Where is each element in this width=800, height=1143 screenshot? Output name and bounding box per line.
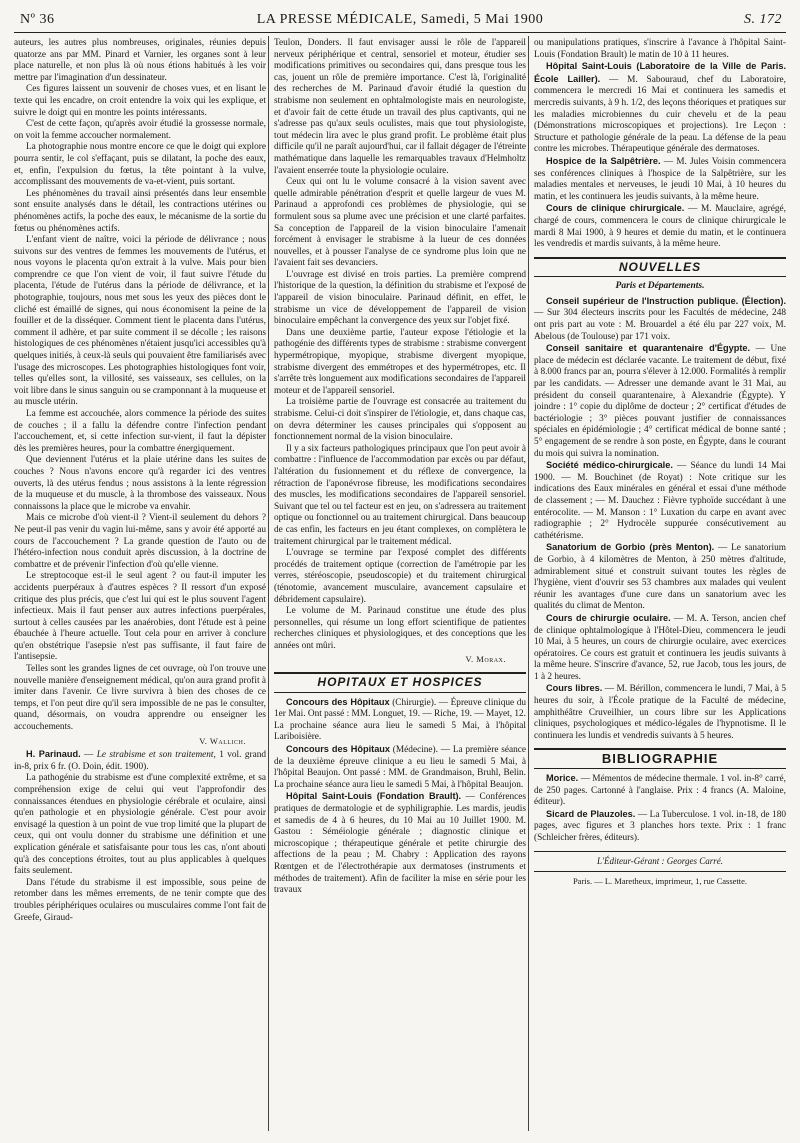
review-citation: H. Parinaud. — Le strabisme et son traitement, 1 vol. grand in-8, prix 6 fr. (O. Doin, édit. 1900).	[14, 749, 266, 772]
paragraph: Telles sont les grandes lignes de cet ouvrage, où l'on trouve une nouvelle manière d'enseignement médical, qu'on aura grand profit à imiter dans l'avenir. Ce livre survivra à bien des choses de ce temps, et l'on peut dire qu'il sera impossible de ne pas le consulter, quand, désormais, on voudra apprendre ou enseigner les accouchements.	[14, 664, 266, 733]
biblio-item: Morice. — Mémentos de médecine thermale. 1 vol. in-8° carré, de 250 pages. Cartonné à l'anglaise. Prix : 4 francs (A. Maloine, éditeur).	[534, 773, 786, 808]
issue-number: Nº 36	[20, 12, 55, 27]
entry: Hospice de la Salpêtrière. — M. Jules Voisin commencera ses conférences cliniques à l'hospice de la Salpêtrière, sur les maladies mentales et nerveuses, le jeudi 10 Mai, à 10 heures du matin, et les continuera les jeudis suivants, à la même heure.	[534, 155, 786, 202]
printer-line: Paris. — L. Maretheux, imprimeur, 1, rue Cassette.	[534, 871, 786, 888]
section-title-bibliographie: BIBLIOGRAPHIE	[534, 748, 786, 769]
paragraph: C'est de cette façon, qu'après avoir étudié la grossesse normale, on voit la femme accoucher normalement.	[14, 119, 266, 141]
review-publication: 1 vol. grand in-8, prix 6 fr. (O. Doin, édit. 1900).	[14, 750, 266, 772]
entry: Hôpital Saint-Louis (Laboratoire de la Ville de Paris. École Lailler). — M. Sabouraud, chef du Laboratoire, commencera le mercredi 16 Mai et continuera les samedis et mercredis suivants, à 9 h. 1/2, des leçons théoriques et pratiques sur les maladies microbiennes du cuir chevelu et de la peau (Démonstrations microscopiques et projections). 1re Leçon : Structure et pathologie générale de la peau. La défense de la peau contre les microbes. Thérapeutique générale des dermatoses.	[534, 61, 786, 155]
paragraph: Le streptocoque est-il le seul agent ? ou faut-il imputer les accidents puerpéraux à d'autres espèces ? Il ressort d'un exposé critique des plus précis, que c'est lui qui est le plus souvent l'agent infectieux. Mais il faut penser aux autres infections puerpérales, surtout à celles causées par les anaérobies, dont l'étude est à peine ébauchée à l'heure actuelle. Tout cela pour en arriver à conclure qu'en obstétrique l'asepsie n'est pas suffisante, il faut faire de l'antisepsie.	[14, 571, 266, 663]
entry-head: Concours des Hôpitaux	[286, 744, 391, 755]
entry-head: Hôpital Saint-Louis (Laboratoire de la Ville de Paris. École Lailler).	[534, 61, 786, 84]
news-item: Sanatorium de Gorbio (près Menton). — Le sanatorium de Gorbio, à 4 kilomètres de Menton, à 250 mètres d'altitude, admirablement situé et construit suivant toutes les règles de l'hygiène, vient d'ouvrir ses 53 chambres aux malades qui veulent réunir les avantages d'une cure dans un sanatorium avec les qualités du climat de Menton.	[534, 542, 786, 612]
news-item: Cours de chirurgie oculaire. — M. A. Terson, ancien chef de clinique ophtalmologique à l'Hôtel-Dieu, commencera le jeudi 10 Mai, à 5 heures, un cours de chirurgie oculaire, avec exercices opératoires. Ce cours est gratuit et continuera les jeudis suivants à la même heure. S'inscrire d'avance, 52, rue Jacob, tous les jours, de 1 à 2 heures.	[534, 612, 786, 682]
column-divider-1	[268, 36, 269, 1131]
entry: Concours des Hôpitaux (Médecine). — La première séance de la deuxième épreuve clinique a eu lieu le samedi 5 Mai, à l'hôpital Beaujon. Ont passé : MM. de Grandmaison, Bruhl, Belin. La prochaine séance aura lieu le samedi 5 Mai, à l'hôpital Beaujon.	[274, 744, 526, 790]
review-author: H. Parinaud.	[26, 749, 81, 760]
section-title-nouvelles: NOUVELLES	[534, 257, 786, 278]
page-number: S. 172	[744, 12, 782, 27]
biblio-item: Sicard de Plauzoles. — La Tuberculose. 1 vol. in-18, de 180 pages, avec figures et 3 planches hors texte. Prix : 1 franc (Schleicher frères, éditeurs).	[534, 808, 786, 843]
header-rule	[14, 32, 786, 33]
paragraph: Les phénomènes du travail ainsi présentés dans leur ensemble sont ensuite analysés dans le détail, les contractions utérines ou phénomènes actifs, la poche des eaux, le mécanisme de la sortie du fœtus ou phénomènes actifs.	[14, 188, 266, 234]
signature-morax: V. Morax.	[465, 654, 506, 665]
paragraph: Que deviennent l'utérus et la plaie utérine dans les suites de couches ? Nous n'avons encore qu'à regarder ici des ventres ouverts, là des utérus fendus ; nous assistons à la lente régression de la muqueuse et du muscle, à la thrombose des vaisseaux. Nous connaissons la place que le microbe va envahir.	[14, 455, 266, 512]
paragraph: Ceux qui ont lu le volume consacré à la vision savent avec quelle admirable pénétration d'esprit et quelle largeur de vues M. Parinaud a approfondi ces problèmes de physiologie, qui se formulent sous sa plume avec une précision et une clarté parfaites. Sa conception de l'appareil de la vision binoculaire l'amenait forcément à envisager le strabisme à la lueur de ces données nouvelles, et à pousser l'analyse de ce syndrome plus loin que ne l'avaient fait ses devanciers.	[274, 177, 526, 269]
paragraph: La femme est accouchée, alors commence la période des suites de couches ; il a fallu la défendre contre l'infection pendant l'accouchement, et, si cette infection sur-vient, il faut la dépister dès les premières heures, pour la combattre énergiquement.	[14, 409, 266, 454]
paragraph: Il y a six facteurs pathologiques principaux que l'on peut avoir à combattre : l'influence de l'accommodation par excès ou par défaut, l'altération du fusionnement et du réflexe de convergence, la rétraction de l'aponévrose fibreuse, les modifications secondaires des muscles, les modifications secondaires de l'appareil sensoriel. Suivant que tel ou tel facteur est en jeu, on s'adressera au traitement optique ou fonctionnel ou au traitement chirurgical. Dans beaucoup de cas enfin, les facteurs en jeu étant complexes, on complètera le traitement chirurgical par le traitement médical.	[274, 443, 526, 547]
paragraph: La pathogénie du strabisme est d'une complexité extrême, et sa compréhension exige de celui qui veut l'approfondir des connaissances étendues en physiologie cérébrale et oculaire, ainsi qu'en pathologie et en physiologie générale. C'est pour avoir envisagé la question à un point de vue trop limité que la plupart de ceux, qui ont voulu donner du strabisme une définition et une explication générale et satisfaisante pour tous les cas, n'ont abouti qu'à des conceptions étroites, tout au plus applicables à quelques faits seulement.	[14, 773, 266, 877]
entry-head: Hôpital Saint-Louis (Fondation Brault).	[286, 791, 462, 802]
news-item: Cours libres. — M. Bérillon, commencera le lundi, 7 Mai, à 5 heures du soir, à l'École pratique de la Faculté de médecine, amphithéâtre Cruveilhier, un cours libre sur les Applications cliniques, psychologiques et médico-légales de l'hypnotisme. Il le continuera les lundis et vendredis suivants à 5 heures.	[534, 683, 786, 741]
news-item: Conseil supérieur de l'Instruction publique. (Élection). — Sur 304 électeurs inscrits pour les Facultés de médecine, 248 ont pris part au vote : M. Brouardel a été élu par 227 voix, M. Abelous (de Toulouse) par 171 voix.	[534, 295, 786, 342]
subsection-title: Paris et Départements.	[615, 281, 705, 292]
paragraph: L'enfant vient de naître, voici la période de délivrance ; nous suivons sur des ventres de femmes les mouvements de l'utérus, et nous voyons le placenta qu'on extrait à la vulve. Mais pour bien comprendre ce que l'on vient de voir, il faut suivre l'étude du placenta, l'étude de l'utérus dans la période de délivrance, et la photographie, toujours, nous met sous les yeux des pièces dont le cliché est émaillé de signes, qui nous économisent la peine de la fouiller et de la disséquer. Comment tient le placenta dans l'utérus, comment il adhère, et par suite comment il se décolle ; les raisons histologiques de ces phénomènes n'étaient jusqu'ici accessibles qu'à quelques initiés, à ceux-là seuls qui pouvaient être familiarisés avec l'usage des microscopes. Les photographies histologiques font voir, telles qu'elles sont, la villosité, ses vaisseaux, ses cellules, on la voit libre dans le sinus sanguin ou se cramponnant à la muqueuse et au muscle utérin.	[14, 235, 266, 408]
entry: Cours de clinique chirurgicale. — M. Mauclaire, agrégé, chargé de cours, commencera le cours de clinique chirurgicale le mardi 8 Mai 1900, à 9 heures et demie du matin, et le continuera les vendredis et mardis suivants, à la même heure.	[534, 203, 786, 250]
paragraph: La photographie nous montre encore ce que le doigt qui explore pourra sentir, le col s'effaçant, puis se dilatant, la poche des eaux, et, enfin, l'expulsion du fœtus, la tête pointant à la vulve, accomplissant des mouvements de va-et-vient, puis sortant.	[14, 142, 266, 188]
news-item: Conseil sanitaire et quarantenaire d'Égypte. — Une place de médecin est déclarée vacante. Le traitement de début, fixé à 8.000 francs par an, pourra s'élever à 12.000. Formalités à remplir par les candidats. — Adresser une demande avant le 31 Mai, au président du conseil quarantenaire, à Alexandrie (Égypte). Y joindre : 1° copie du diplôme de docteur ; 2° certificat d'études de bactériologie ; 3° pièces pouvant justifier de connaissances spéciales en épidémiologie ; 4° certificat médical de bonne santé ; 5° engagement de se rendre à son poste, en Égypte, dans le courant du mois qui suivra la nomination.	[534, 343, 786, 459]
column-1	[14, 38, 266, 1128]
paragraph: auteurs, les autres plus nombreuses, originales, réunies depuis quatorze ans par MM. Pinard et Varnier, les organes sont à leur place naturelle, et non plus là où nous étions habitués à les voir mettre par l'imagination d'un dessinateur.	[14, 38, 266, 83]
review-title: Le strabisme et son traitement,	[96, 750, 216, 761]
column-2	[274, 38, 526, 1128]
paragraph: Le volume de M. Parinaud constitue une étude des plus personnelles, qui résume un long effort scientifique de patientes recherches cliniques et physiologiques, et des conceptions que les années ont mûri.	[274, 606, 526, 651]
column-3	[534, 38, 786, 1128]
paragraph: Dans l'étude du strabisme il est impossible, sous peine de retomber dans les mêmes errements, de ne tenir compte que des troubles périphériques oculaires ou musculaires comme l'ont fait de Greefe, Giraud-	[14, 877, 266, 923]
page-header	[14, 12, 786, 30]
paragraph: Ces figures laissent un souvenir de choses vues, et en lisant le texte qui les encadre, on croit entendre la voix qui les explique, et suivre le doigt qui en montre les points intéressants.	[14, 84, 266, 118]
paragraph: Mais ce microbe d'où vient-il ? Vient-il seulement du dehors ? Ne peut-il pas venir du vagin lui-même, sans y avoir été apporté au cours de l'accouchement ? La grande question de l'auto ou de l'hétéro-infection nous conduit après discussion, à la doctrine de combattre et de prévenir l'infection d'où qu'elle vienne.	[14, 513, 266, 570]
entry: Hôpital Saint-Louis (Fondation Brault). — Conférences pratiques de dermatologie et de syphiligraphie. Les mardis, jeudis et samedis de 4 à 6 heures, du 10 Mai au 10 Juillet 1900. M. Gastou : Séméiologie générale ; diagnostic clinique et microscopique ; thérapeutique générale et petite chirurgie des affections de la peau ; M. Chabry : Application des rayons Rœntgen et de l'électrothérapie aux dermatoses (instruments et méthodes de traitement). Afin de faciliter la mise en série pour les travaux	[274, 791, 526, 896]
paragraph: L'ouvrage est divisé en trois parties. La première comprend l'historique de la question, la définition du strabisme et l'exposé de l'appareil de vision binoculaire. Parinaud définit, en effet, le strabisme un vice de développement de l'appareil de vision binoculaire empêchant la convergence des yeux sur l'objet fixé.	[274, 269, 526, 327]
paragraph: La troisième partie de l'ouvrage est consacrée au traitement du strabisme. Celui-ci doit s'inspirer de l'étiologie, et, dans chaque cas, on devra déterminer les causes principales qui s'opposent au fonctionnement normal de la vision binoculaire.	[274, 397, 526, 443]
entry-head: Cours de clinique chirurgicale.	[546, 203, 685, 214]
paragraph: Teulon, Donders. Il faut envisager aussi le rôle de l'appareil nerveux périphérique et central, sensoriel et moteur, étudier ses modifications primitives ou secondaires qui, dans presque tous les cas, jouent un rôle de première importance. C'est là, l'originalité des recherches de M. Parinaud d'avoir étudié la question du strabisme non seulement en ophtalmologiste mais en neurologiste, et d'avoir fait de cette étude un travail des plus captivants, qui ne s'adresse pas qu'aux seuls oculistes, mais que tout physiologiste, tout médecin lira avec le plus grand profit. Le problème était plus difficile qu'il ne paraît aujourd'hui, car il fallait dégager de l'étreinte mathématique dans laquelle les remarquables travaux d'Helmholtz l'avaient enserrée toute la physiologie oculaire.	[274, 38, 526, 176]
paragraph: L'ouvrage se termine par l'exposé complet des différents procédés de traitement optique (correction de l'amétropie par les verres, stéréoscopie, pseudoscopie) et du traitement chirurgical (ténotomie, avancement musculaire, avancement capsulaire et débridement capsulaire).	[274, 548, 526, 605]
paragraph: Dans une deuxième partie, l'auteur expose l'étiologie et la pathogénie des différents types de strabisme : strabisme convergent hypermétropique, myopique, strabisme divergent myopique, strabisme divergent des emmétropes et des hypermétropes, etc. Il s'arrête très longuement aux modifications secondaires de l'appareil moteur et de l'appareil sensoriel.	[274, 327, 526, 396]
paragraph: ou manipulations pratiques, s'inscrire à l'avance à l'hôpital Saint-Louis (Fondation Brault) le matin de 10 à 11 heures.	[534, 38, 786, 60]
entry: Concours des Hôpitaux (Chirurgie). — Épreuve clinique du 1er Mai. Ont passé : MM. Longuet, 19. — Riche, 19. — Mayet, 12. La prochaine séance aura lieu le samedi 5 Mai, à l'hôpital Lariboisière.	[274, 696, 526, 743]
signature-wallich: V. Wallich.	[199, 735, 246, 746]
journal-title: LA PRESSE MÉDICALE, Samedi, 5 Mai 1900	[256, 12, 544, 27]
news-item: Société médico-chirurgicale. — Séance du lundi 14 Mai 1900. — M. Bouchinet (de Royat) : Note critique sur les indications des Eaux minérales en général et essai d'une méthode de classement ; — M. Dauchez : Fièvre typhoïde succédant à une entérocolite. — M. Manson : 1° Luxation du carpe en avant avec radiographie ; 2° Hydrocèle suppurée consécutivement au cathétérisme.	[534, 460, 786, 541]
editor-line: L'Éditeur-Gérant : Georges Carré.	[534, 851, 786, 868]
section-title-hopitaux: HOPITAUX ET HOSPICES	[274, 672, 526, 693]
entry-head: Hospice de la Salpêtrière.	[546, 155, 661, 166]
column-divider-2	[528, 36, 529, 1131]
entry-head: Concours des Hôpitaux	[286, 696, 390, 707]
